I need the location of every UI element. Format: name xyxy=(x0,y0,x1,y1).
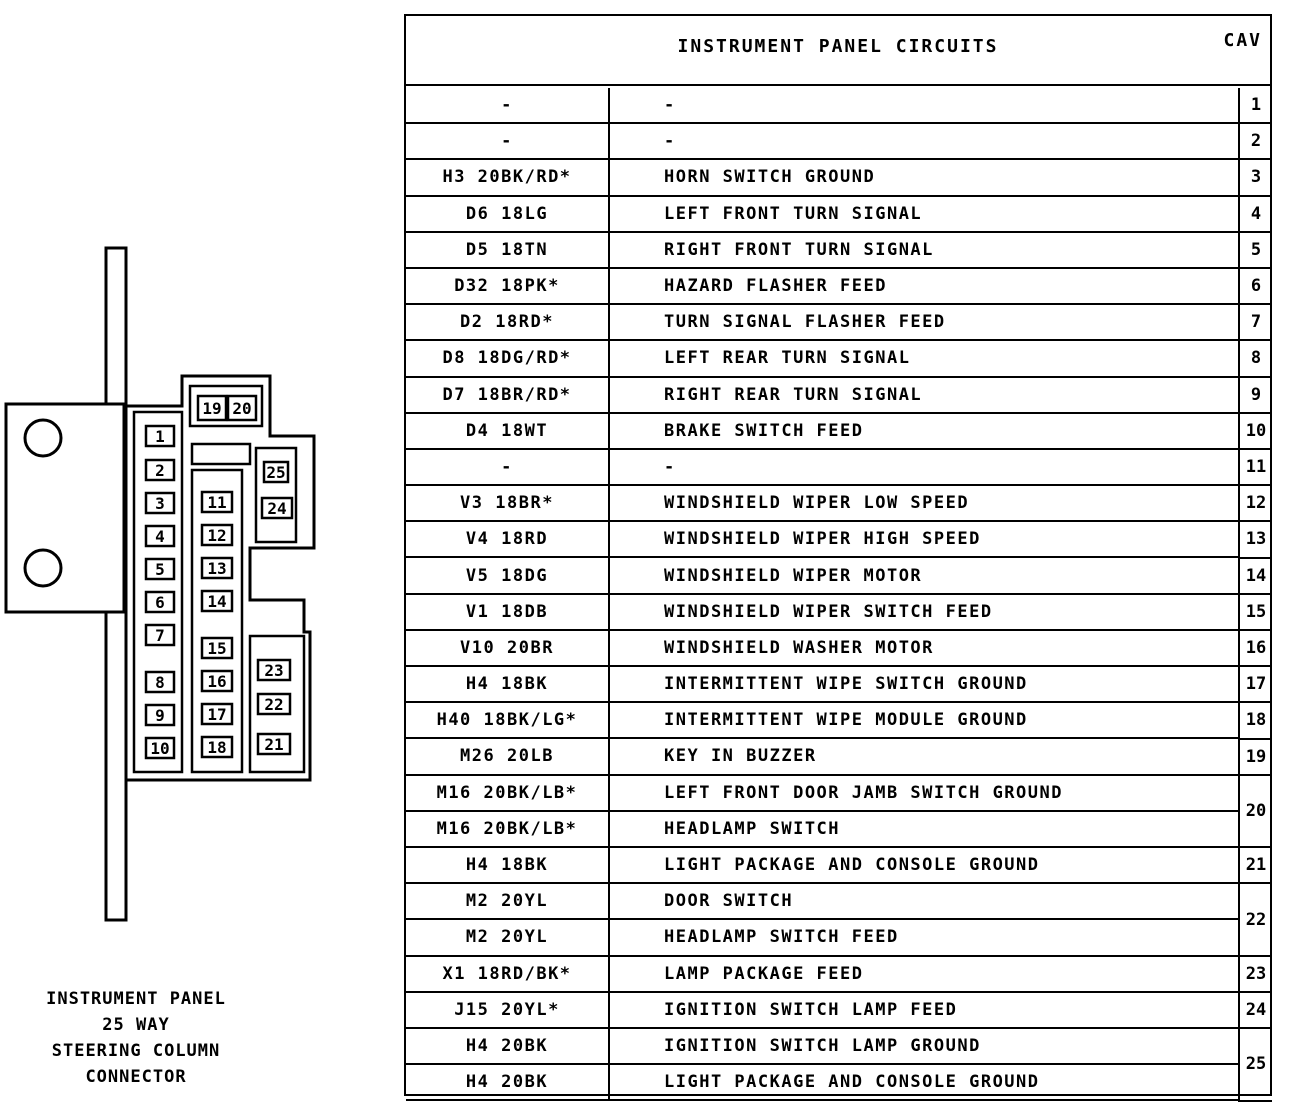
table-row xyxy=(406,776,1238,812)
cavity-number: 21 xyxy=(1240,848,1272,884)
connector-pin xyxy=(228,396,256,420)
pin-label: 2 xyxy=(155,461,165,480)
connector-pin xyxy=(262,498,292,518)
connector-pin xyxy=(146,559,174,579)
circuit-function: - xyxy=(664,456,676,477)
table-header xyxy=(406,16,1270,86)
mounting-plate xyxy=(6,404,124,612)
wire-code: H4 18BK xyxy=(406,667,610,701)
cavity-number: 25 xyxy=(1240,1029,1272,1101)
circuit-function: WINDSHIELD WIPER MOTOR xyxy=(664,565,923,586)
table-row xyxy=(406,1029,1238,1065)
circuit-function: IGNITION SWITCH LAMP FEED xyxy=(664,999,958,1020)
cavity-number: 14 xyxy=(1240,559,1272,595)
table-row xyxy=(406,631,1238,667)
cavity-number: 8 xyxy=(1240,341,1272,377)
circuit-function: WINDSHIELD WIPER HIGH SPEED xyxy=(664,529,981,550)
wire-code: M26 20LB xyxy=(406,739,610,773)
connector-pin xyxy=(264,462,288,482)
wire-code: V3 18BR* xyxy=(406,486,610,520)
cavity-number: 5 xyxy=(1240,233,1272,269)
connector-pin xyxy=(202,591,232,611)
pin-label: 11 xyxy=(207,493,227,512)
wire-code: H4 18BK xyxy=(406,848,610,882)
wire-code: V4 18RD xyxy=(406,522,610,556)
cavity-number: 7 xyxy=(1240,305,1272,341)
connector-pin xyxy=(146,672,174,692)
connector-pin xyxy=(198,396,226,420)
wire-code: M16 20BK/LB* xyxy=(406,776,610,810)
connector-pin xyxy=(202,737,232,757)
cavity-number: 17 xyxy=(1240,667,1272,703)
cav-header: CAV xyxy=(1223,30,1262,51)
wire-code: - xyxy=(406,124,610,158)
table-row xyxy=(406,450,1238,486)
cavity-number: 23 xyxy=(1240,957,1272,993)
connector-pin xyxy=(202,525,232,545)
cavity-number: 11 xyxy=(1240,450,1272,486)
connector-pin xyxy=(146,625,174,645)
connector-pin xyxy=(258,660,290,680)
connector-pin xyxy=(146,493,174,513)
circuit-function: HEADLAMP SWITCH FEED xyxy=(664,927,899,948)
table-row xyxy=(406,88,1238,124)
wire-code: V1 18DB xyxy=(406,595,610,629)
table-row xyxy=(406,884,1238,920)
connector-pin xyxy=(146,526,174,546)
wire-code: D4 18WT xyxy=(406,414,610,448)
cavity-number: 18 xyxy=(1240,703,1272,739)
cavity-number: 13 xyxy=(1240,522,1272,558)
connector-pin xyxy=(202,671,232,691)
pin-label: 21 xyxy=(264,735,284,754)
cavity-number: 19 xyxy=(1240,740,1272,776)
cavity-number: 16 xyxy=(1240,631,1272,667)
table-row xyxy=(406,233,1238,269)
connector-pin xyxy=(146,592,174,612)
connector-pin xyxy=(202,558,232,578)
circuit-function: HORN SWITCH GROUND xyxy=(664,167,876,188)
wire-code: D6 18LG xyxy=(406,197,610,231)
circuit-function: HEADLAMP SWITCH xyxy=(664,818,841,839)
circuit-function: LEFT FRONT TURN SIGNAL xyxy=(664,203,923,224)
pin-label: 3 xyxy=(155,494,165,513)
circuit-function: WINDSHIELD WIPER LOW SPEED xyxy=(664,493,970,514)
cavity-number: 1 xyxy=(1240,88,1272,124)
table-row xyxy=(406,1065,1238,1101)
circuit-function: INTERMITTENT WIPE SWITCH GROUND xyxy=(664,674,1028,695)
wire-code: H4 20BK xyxy=(406,1029,610,1063)
wire-code: X1 18RD/BK* xyxy=(406,957,610,991)
pin-label: 24 xyxy=(267,499,287,518)
wire-code: M2 20YL xyxy=(406,920,610,954)
pin-label: 12 xyxy=(207,526,227,545)
cavity-number: 15 xyxy=(1240,595,1272,631)
table-row xyxy=(406,812,1238,848)
pin-label: 7 xyxy=(155,626,165,645)
table-row xyxy=(406,305,1238,341)
connector-pin xyxy=(146,426,174,446)
caption-line: 25 WAY xyxy=(102,1015,170,1035)
pin-label: 20 xyxy=(232,399,252,418)
table-row xyxy=(406,341,1238,377)
table-row xyxy=(406,414,1238,450)
circuit-function: - xyxy=(664,131,676,152)
wire-code: V5 18DG xyxy=(406,558,610,592)
wire-code: D32 18PK* xyxy=(406,269,610,303)
circuit-function: LEFT REAR TURN SIGNAL xyxy=(664,348,911,369)
pin-label: 5 xyxy=(155,560,165,579)
circuit-function: IGNITION SWITCH LAMP GROUND xyxy=(664,1035,981,1056)
table-row xyxy=(406,595,1238,631)
cavity-number: 4 xyxy=(1240,197,1272,233)
circuit-table xyxy=(404,14,1272,1096)
table-row xyxy=(406,558,1238,594)
circuit-function: WINDSHIELD WASHER MOTOR xyxy=(664,637,934,658)
wire-code: - xyxy=(406,88,610,122)
pin-label: 4 xyxy=(155,527,165,546)
wire-code: M16 20BK/LB* xyxy=(406,812,610,846)
cavity-number: 3 xyxy=(1240,160,1272,196)
pin-label: 15 xyxy=(207,639,227,658)
table-row xyxy=(406,269,1238,305)
table-row xyxy=(406,522,1238,558)
table-row xyxy=(406,197,1238,233)
cavity-number: 6 xyxy=(1240,269,1272,305)
caption-line: STEERING COLUMN xyxy=(51,1041,221,1061)
circuit-function: LIGHT PACKAGE AND CONSOLE GROUND xyxy=(664,1072,1040,1093)
cavity-number: 10 xyxy=(1240,414,1272,450)
pin-label: 14 xyxy=(207,592,227,611)
wire-code: D2 18RD* xyxy=(406,305,610,339)
cavity-column xyxy=(1238,88,1272,1102)
table-row xyxy=(406,667,1238,703)
connector-caption xyxy=(18,986,254,1090)
circuit-function: TURN SIGNAL FLASHER FEED xyxy=(664,312,946,333)
table-row xyxy=(406,957,1238,993)
table-row xyxy=(406,703,1238,739)
pin-label: 6 xyxy=(155,593,165,612)
pin-label: 23 xyxy=(264,661,284,680)
circuit-rows xyxy=(406,88,1238,1101)
mounting-hole-bottom xyxy=(25,550,61,586)
table-row xyxy=(406,378,1238,414)
pin-label: 19 xyxy=(202,399,222,418)
table-row xyxy=(406,124,1238,160)
wire-code: V10 20BR xyxy=(406,631,610,665)
caption-line: CONNECTOR xyxy=(85,1067,187,1087)
cavity-number: 12 xyxy=(1240,486,1272,522)
pin-label: 16 xyxy=(207,672,227,691)
circuit-function: RIGHT REAR TURN SIGNAL xyxy=(664,384,923,405)
caption-line: INSTRUMENT PANEL xyxy=(46,989,226,1009)
cavity-number: 9 xyxy=(1240,378,1272,414)
connector-diagram xyxy=(0,240,330,930)
table-row xyxy=(406,920,1238,956)
table-title: INSTRUMENT PANEL CIRCUITS xyxy=(677,36,999,57)
connector-pin xyxy=(202,704,232,724)
pin-label: 18 xyxy=(207,738,227,757)
wire-code: D7 18BR/RD* xyxy=(406,378,610,412)
circuit-function: WINDSHIELD WIPER SWITCH FEED xyxy=(664,601,993,622)
cavity-number: 22 xyxy=(1240,884,1272,956)
pin-label: 1 xyxy=(155,427,165,446)
wire-code: H40 18BK/LG* xyxy=(406,703,610,737)
wire-code: D5 18TN xyxy=(406,233,610,267)
wire-code: H4 20BK xyxy=(406,1065,610,1099)
connector-pin xyxy=(146,705,174,725)
table-row xyxy=(406,160,1238,196)
cavity-number: 2 xyxy=(1240,124,1272,160)
pin-label: 13 xyxy=(207,559,227,578)
cavity-number: 20 xyxy=(1240,776,1272,848)
circuit-function: LEFT FRONT DOOR JAMB SWITCH GROUND xyxy=(664,782,1063,803)
pin-label: 8 xyxy=(155,673,165,692)
circuit-function: LAMP PACKAGE FEED xyxy=(664,963,864,984)
circuit-function: RIGHT FRONT TURN SIGNAL xyxy=(664,239,934,260)
pin-label: 17 xyxy=(207,705,227,724)
wire-code: D8 18DG/RD* xyxy=(406,341,610,375)
connector-pin xyxy=(146,460,174,480)
wire-code: - xyxy=(406,450,610,484)
table-row xyxy=(406,739,1238,775)
circuit-function: - xyxy=(664,95,676,116)
circuit-function: INTERMITTENT WIPE MODULE GROUND xyxy=(664,710,1028,731)
cavity-number: 24 xyxy=(1240,993,1272,1029)
table-row xyxy=(406,486,1238,522)
wire-code: H3 20BK/RD* xyxy=(406,160,610,194)
pin-label: 10 xyxy=(150,739,170,758)
table-row xyxy=(406,993,1238,1029)
circuit-function: DOOR SWITCH xyxy=(664,891,794,912)
wire-code: J15 20YL* xyxy=(406,993,610,1027)
pin-label: 9 xyxy=(155,706,165,725)
circuit-function: KEY IN BUZZER xyxy=(664,746,817,767)
connector-pin xyxy=(146,738,174,758)
pin-label: 22 xyxy=(264,695,284,714)
mounting-hole-top xyxy=(25,420,61,456)
circuit-function: BRAKE SWITCH FEED xyxy=(664,420,864,441)
connector-pin xyxy=(202,492,232,512)
table-row xyxy=(406,848,1238,884)
wire-code: M2 20YL xyxy=(406,884,610,918)
circuit-function: LIGHT PACKAGE AND CONSOLE GROUND xyxy=(664,855,1040,876)
pin-label: 25 xyxy=(266,463,286,482)
connector-pin xyxy=(258,694,290,714)
connector-pin xyxy=(258,734,290,754)
circuit-function: HAZARD FLASHER FEED xyxy=(664,276,887,297)
connector-pin xyxy=(202,638,232,658)
